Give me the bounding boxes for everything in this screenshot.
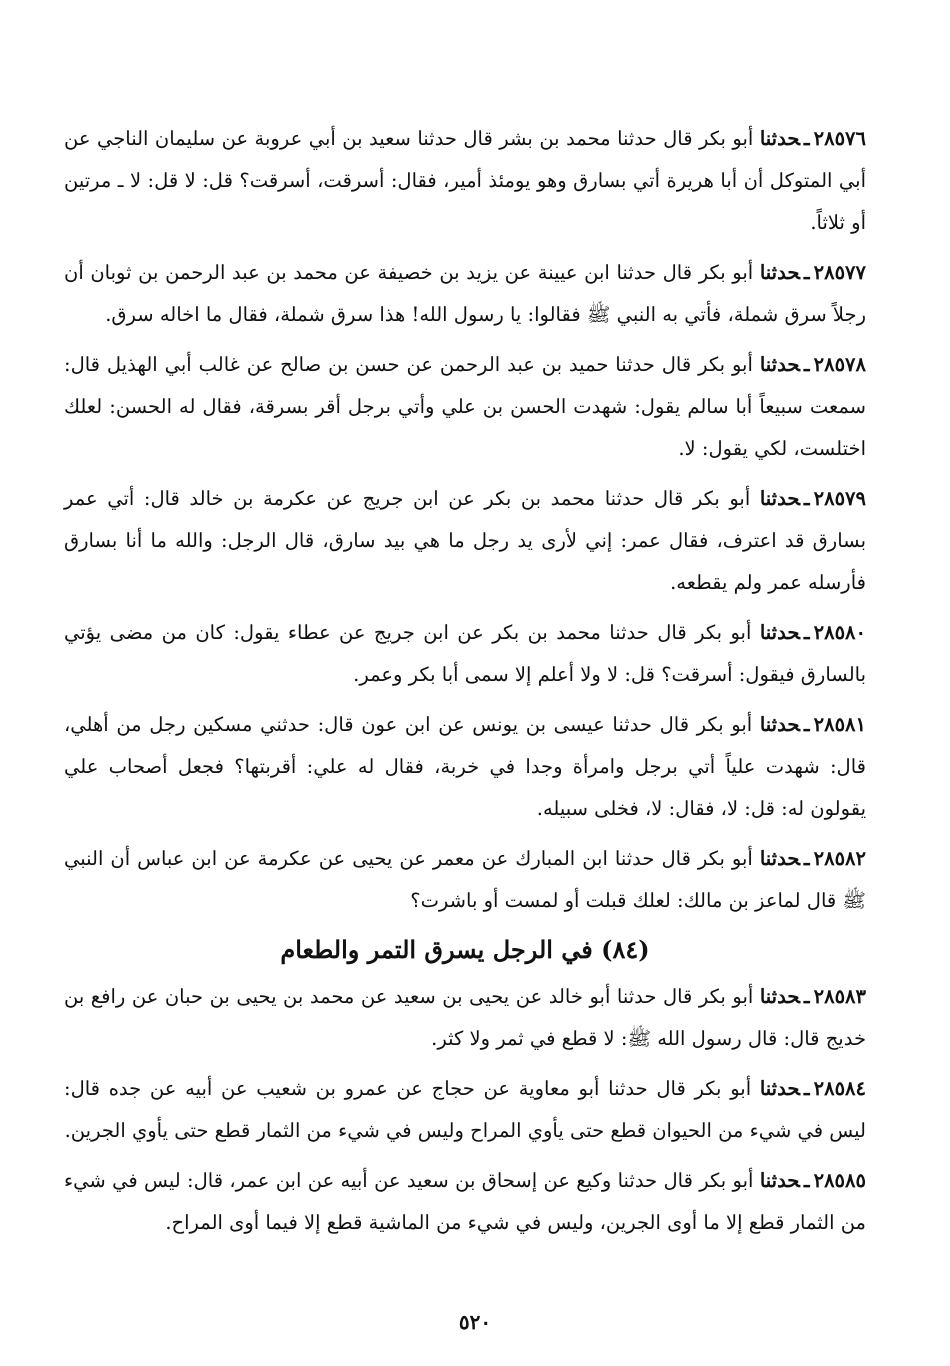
hadith-entry bbox=[64, 1160, 866, 1244]
hadith-lead: حدثنا bbox=[759, 847, 800, 870]
hadith-entry bbox=[64, 704, 866, 830]
document-page bbox=[64, 118, 866, 1308]
hadith-lead: حدثنا bbox=[759, 127, 800, 150]
dash-separator: ـ bbox=[803, 353, 810, 376]
hadith-entry bbox=[64, 838, 866, 922]
hadith-entry bbox=[64, 118, 866, 244]
dash-separator: ـ bbox=[803, 985, 810, 1008]
hadith-entry bbox=[64, 1068, 866, 1152]
hadith-number: ٢٨٥٨٣ bbox=[813, 985, 867, 1008]
hadith-number: ٢٨٥٨٠ bbox=[813, 621, 866, 644]
dash-separator: ـ bbox=[803, 621, 810, 644]
hadith-entry bbox=[64, 612, 866, 696]
hadith-entry bbox=[64, 478, 866, 604]
hadith-text: أبو بكر قال حدثنا ابن عيينة عن يزيد بن خصيفة عن محمد بن عبد الرحمن بن ثوبان أن رجلاً سرق شملة، فأتي به النبي ﷺ فقالوا: يا رسول الله! هذا سرق شملة، فقال ما اخاله سرق. bbox=[64, 261, 866, 326]
hadith-entry bbox=[64, 252, 866, 336]
hadith-text: أبو بكر قال حدثنا وكيع عن إسحاق بن سعيد عن أبيه عن ابن عمر، قال: ليس في شيء من الثمار قطع إلا ما أوى الجرين، وليس في شيء من الماشية قطع إلا فيما أوى المراح. bbox=[64, 1169, 866, 1234]
hadith-lead: حدثنا bbox=[759, 713, 800, 736]
hadith-text: أبو بكر قال حدثنا محمد بن بكر عن ابن جريج عن عكرمة بن خالد قال: أتي عمر بسارق قد اعترف، فقال عمر: إني لأرى يد رجل ما هي بيد سارق، قال الرجل: والله ما أنا بسارق فأرسله عمر ولم يقطعه. bbox=[64, 487, 866, 594]
hadith-lead: حدثنا bbox=[759, 261, 800, 284]
hadith-text: أبو بكر قال حدثنا ابن المبارك عن معمر عن يحيى عن عكرمة عن ابن عباس أن النبي ﷺ قال لماعز بن مالك: لعلك قبلت أو لمست أو باشرت؟ bbox=[64, 847, 866, 912]
dash-separator: ـ bbox=[803, 713, 810, 736]
dash-separator: ـ bbox=[803, 847, 810, 870]
hadith-number: ٢٨٥٨٢ bbox=[813, 847, 866, 870]
hadith-lead: حدثنا bbox=[759, 1169, 800, 1192]
hadith-text: أبو بكر قال حدثنا محمد بن بكر عن ابن جريج عن عطاء يقول: كان من مضى يؤتي بالسارق فيقول: أسرقت؟ قل: لا ولا أعلم إلا سمى أبا بكر وعمر. bbox=[64, 621, 866, 686]
hadith-number: ٢٨٥٧٦ bbox=[813, 127, 866, 150]
hadith-lead: حدثنا bbox=[759, 1077, 800, 1100]
hadith-lead: حدثنا bbox=[759, 621, 800, 644]
hadith-text: أبو بكر قال حدثنا عيسى بن يونس عن ابن عون قال: حدثني مسكين رجل من أهلي، قال: شهدت علياً أتي برجل وامرأة وجدا في خربة، فقال له علي: أقربتها؟ فجعل أصحاب علي يقولون له: قل: لا، فقال: لا، فخلى سبيله. bbox=[64, 713, 866, 820]
hadith-text: أبو بكر قال حدثنا محمد بن بشر قال حدثنا سعيد بن أبي عروبة عن سليمان الناجي عن أبي المتوكل أن أبا هريرة أتي بسارق وهو يومئذ أمير، فقال: أسرقت، أسرقت؟ قل: لا قل: لا ـ مرتين أو ثلاثاً. bbox=[64, 127, 866, 234]
hadith-entry bbox=[64, 976, 866, 1060]
hadith-lead: حدثنا bbox=[759, 985, 800, 1008]
hadith-text: أبو بكر قال حدثنا أبو خالد عن يحيى بن سعيد عن محمد بن يحيى بن حبان عن رافع بن خديج قال: قال رسول الله ﷺ: لا قطع في ثمر ولا كثر. bbox=[64, 985, 866, 1050]
hadith-number: ٢٨٥٧٨ bbox=[813, 353, 866, 376]
hadith-text: أبو بكر قال حدثنا أبو معاوية عن حجاج عن عمرو بن شعيب عن أبيه عن جده قال: ليس في شيء من الحيوان قطع حتى يأوي المراح وليس في شيء من الثمار قطع حتى يأوي الجرين. bbox=[64, 1077, 866, 1142]
chapter-heading: (٨٤) في الرجل يسرق التمر والطعام bbox=[280, 935, 650, 964]
hadith-number: ٢٨٥٧٩ bbox=[813, 487, 866, 510]
dash-separator: ـ bbox=[803, 487, 810, 510]
page-number: ٥٢٠ bbox=[458, 1310, 492, 1334]
hadith-number: ٢٨٥٨٥ bbox=[813, 1169, 866, 1192]
dash-separator: ـ bbox=[803, 1077, 810, 1100]
hadith-number: ٢٨٥٨١ bbox=[813, 713, 866, 736]
hadith-number: ٢٨٥٧٧ bbox=[813, 261, 866, 284]
hadith-number: ٢٨٥٨٤ bbox=[813, 1077, 866, 1100]
hadith-lead: حدثنا bbox=[759, 487, 800, 510]
hadith-text: أبو بكر قال حدثنا حميد بن عبد الرحمن عن حسن بن صالح عن غالب أبي الهذيل قال: سمعت سبيعاً أبا سالم يقول: شهدت الحسن بن علي وأتي برجل أقر بسرقة، فقال له الحسن: لعلك اختلست، لكي يقول: لا. bbox=[64, 353, 866, 460]
dash-separator: ـ bbox=[803, 1169, 810, 1192]
dash-separator: ـ bbox=[803, 261, 810, 284]
dash-separator: ـ bbox=[803, 127, 810, 150]
hadith-entry bbox=[64, 344, 866, 470]
hadith-lead: حدثنا bbox=[759, 353, 800, 376]
